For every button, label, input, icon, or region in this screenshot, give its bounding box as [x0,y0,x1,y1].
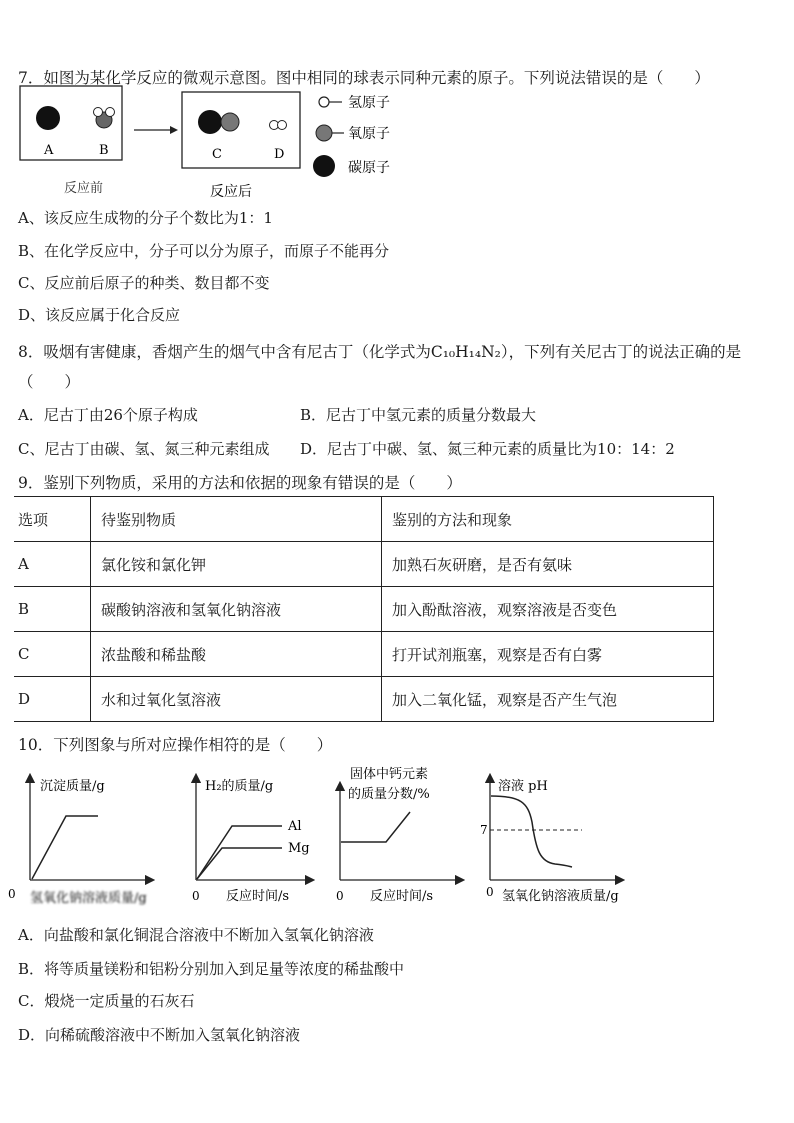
legend-oxygen: 氧原子 [348,126,390,142]
graph-c-ylabel-line1: 固体中钙元素 [350,767,429,782]
graph-c [336,766,460,904]
q8-option-c: C、尼古丁由碳、氢、氮三种元素组成 [18,440,270,458]
q9-table [14,496,714,722]
q10-graphs [0,762,794,912]
graph-b-ylabel: H₂的质量/g [205,779,274,794]
legend-carbon-icon [313,155,335,177]
graph-d [480,778,620,904]
molecule-c-oxygen [221,113,239,131]
graph-a-curve [32,816,98,879]
graph-b-xlabel: 反应时间/s [226,889,290,904]
q8-stem: 8．吸烟有害健康，香烟产生的烟气中含有尼古丁（化学式为C₁₀H₁₄N₂），下列有关尼古丁的说法正确的是 [18,343,742,361]
q7-option-d: D、该反应属于化合反应 [18,306,181,324]
after-caption: 反应后 [210,184,252,200]
arrow-head-icon [170,126,178,134]
molecule-d-h2 [278,121,287,130]
q10-stem: 10．下列图象与所对应操作相符的是（ ） [18,736,333,754]
header-method: 鉴别的方法和现象 [382,497,714,542]
q10-option-b: B．将等质量镁粉和铝粉分别加入到足量等浓度的稀盐酸中 [18,960,405,978]
q7-option-b: B、在化学反应中，分子可以分为原子，而原子不能再分 [18,242,390,260]
label-c: C [212,147,222,162]
table-row: A 氯化铵和氯化钾 加熟石灰研磨，是否有氨味 [14,542,714,587]
header-option: 选项 [14,497,91,542]
graph-c-ylabel-line2: 的质量分数/% [348,787,430,802]
molecule-c-carbon [198,110,222,134]
graph-b-origin: 0 [192,889,200,903]
graph-a-xlabel: 氢氧化钠溶液质量/g [30,891,147,906]
graph-d-xlabel: 氢氧化钠溶液质量/g [502,889,619,904]
graph-b [192,778,310,904]
q8-option-d: D．尼古丁中碳、氢、氮三种元素的质量比为10：14：2 [300,440,675,458]
label-a: A [44,143,54,158]
q10-option-a: A．向盐酸和氯化铜混合溶液中不断加入氢氧化钠溶液 [18,926,374,944]
graph-b-series-al: Al [288,819,302,834]
q10-option-d: D．向稀硫酸溶液中不断加入氢氧化钠溶液 [18,1026,301,1044]
graph-b-series-mg: Mg [288,841,310,856]
legend-oxygen-icon [316,125,332,141]
molecule-b-h2 [106,108,115,117]
q9-stem: 9．鉴别下列物质，采用的方法和依据的现象有错误的是（ ） [18,474,462,492]
table-row: D 水和过氧化氢溶液 加入二氧化锰，观察是否产生气泡 [14,677,714,722]
q7-stem: 7．如图为某化学反应的微观示意图。图中相同的球表示同种元素的原子。下列说法错误的是（ ） [18,69,710,87]
label-b: B [99,143,109,158]
q10-option-c: C．煅烧一定质量的石灰石 [18,992,195,1010]
molecule-b-h1 [94,108,103,117]
header-substance: 待鉴别物质 [91,497,382,542]
table-header-row [14,497,714,542]
q7-reaction-diagram [14,82,414,202]
table-row: C 浓盐酸和稀盐酸 打开试剂瓶塞，观察是否有白雾 [14,632,714,677]
graph-a-ylabel: 沉淀质量/g [40,779,105,794]
graph-c-xlabel: 反应时间/s [370,889,434,904]
graph-b-al-curve [197,826,282,879]
table-row: B 碳酸钠溶液和氢氧化钠溶液 加入酚酞溶液，观察溶液是否变色 [14,587,714,632]
graph-d-ylabel: 溶液 pH [498,779,548,794]
graph-a [8,778,150,906]
legend-hydrogen: 氢原子 [348,95,390,111]
legend-carbon: 碳原子 [348,160,390,176]
q7-option-c: C、反应前后原子的种类、数目都不变 [18,274,270,292]
q8-option-b: B．尼古丁中氢元素的质量分数最大 [300,406,537,424]
graph-d-curve [491,796,572,867]
before-caption: 反应前 [64,181,104,196]
molecule-a-carbon [36,106,60,130]
graph-c-curve [341,812,410,842]
graph-d-origin: 0 [486,885,494,899]
graph-c-origin: 0 [336,889,344,903]
graph-b-mg-curve [197,848,282,879]
graph-d-ref: 7 [480,823,488,837]
q8-option-a: A．尼古丁由26个原子构成 [18,406,198,424]
graph-a-origin: 0 [8,887,16,901]
q7-option-a: A、该反应生成物的分子个数比为1：1 [18,209,273,227]
legend-hydrogen-icon [319,97,329,107]
label-d: D [274,147,285,162]
q8-stem-paren: （ ） [18,373,81,391]
